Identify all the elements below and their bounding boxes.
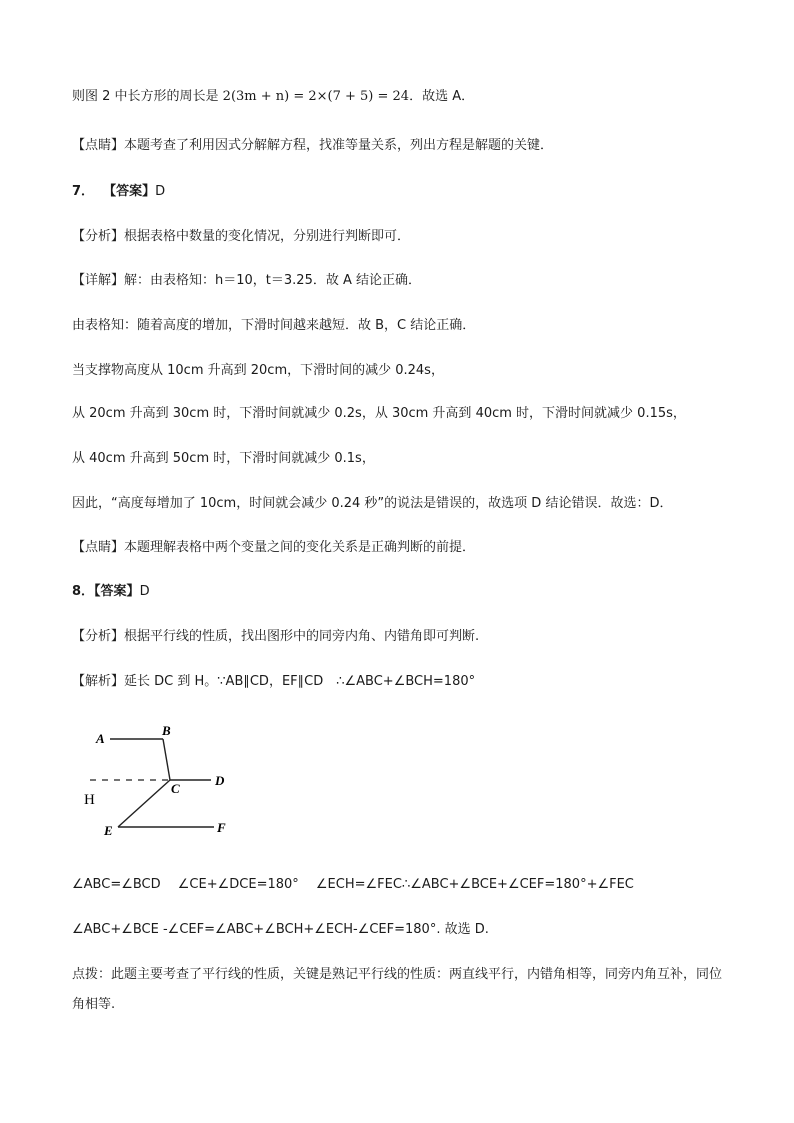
answer-7-value: D [155,184,166,199]
label-d: D [215,773,225,788]
analysis-7-text: 根据表格中数量的变化情况，分别进行判断即可． [124,229,411,244]
solution-8-line3: ∠ABC+∠BCE -∠CEF=∠ABC+∠BCH+∠ECH-∠CEF=180°. 故选 D. [72,922,489,937]
perimeter-tail: ．故选 A． [409,89,475,104]
answer-7-number: 7． [72,184,95,199]
comment-7-tag: 【点睛】 [72,540,125,555]
label-b: B [162,723,171,738]
detail-7-line2: 由表格知：随着高度的增加，下滑时间越来越短．故 B，C 结论正确． [72,318,476,333]
comment-6-tag: 【点睛】 [72,138,125,153]
label-f: F [217,820,226,835]
solution-8-line2: ∠ABC=∠BCD ∠CE+∠DCE=180° ∠ECH=∠FEC∴∠ABC+∠BCE+∠CEF=180°+∠FEC [72,877,634,892]
solution-8-text: 延长 DC 到 H。∵AB∥CD，EF∥CD ∴∠ABC+∠BCH=180° [124,674,476,689]
detail-7-text: 解：由表格知：h＝10，t＝3.25．故 A 结论正确． [124,273,421,288]
detail-7-line6: 因此，“高度每增加了 10cm，时间就会减少 0.24 秒”的说法是错误的，故选项 D 结论错误．故选：D． [72,496,673,511]
detail-7 [72,272,421,290]
detail-7-line5: 从 40cm 升高到 50cm 时，下滑时间就减少 0.1s， [72,451,375,466]
parallel-lines-figure [80,715,260,850]
detail-7-tag: 【详解】 [72,273,125,288]
segment-ce [118,780,170,827]
comment-7 [72,539,475,557]
comment-7-text: 本题理解表格中两个变量之间的变化关系是正确判断的前提． [124,540,476,555]
answer-8-value: D [139,584,150,599]
line-perimeter [72,88,474,106]
analysis-8-text: 根据平行线的性质，找出图形中的同旁内角、内错角即可判断. [124,629,480,644]
analysis-7-tag: 【分析】 [72,229,125,244]
solution-8 [72,673,475,691]
answer-8-tag: 【答案】 [94,584,140,599]
segment-bc [163,739,170,780]
label-e: E [104,823,113,838]
label-c: C [171,781,180,796]
analysis-8 [72,628,479,646]
analysis-7 [72,228,410,246]
tip-8: 点拨：此题主要考查了平行线的性质，关键是熟记平行线的性质：两直线平行，内错角相等，同旁内角互补，同位角相等. [72,967,723,1012]
analysis-8-tag: 【分析】 [72,629,125,644]
answer-8-number: 8． [72,584,95,599]
detail-7-line4: 从 20cm 升高到 30cm 时，下滑时间就减少 0.2s，从 30cm 升高到 40cm 时，下滑时间就减少 0.15s， [72,406,686,421]
answer-7-tag: 【答案】 [103,184,156,199]
perimeter-text: 则图 2 中长方形的周长是 [72,89,223,104]
solution-8-tag: 【解析】 [72,674,125,689]
perimeter-formula: 2(3m + n) = 2×(7 + 5) = 24 [222,89,410,104]
answer-7 [72,183,165,201]
label-h: H [84,792,95,808]
comment-6 [72,137,553,155]
answer-8 [72,583,150,601]
label-a: A [96,731,105,746]
detail-7-line3: 当支撑物高度从 10cm 升高到 20cm，下滑时间的减少 0.24s， [72,363,444,378]
comment-6-text: 本题考查了利用因式分解解方程，找准等量关系，列出方程是解题的关键． [124,138,554,153]
